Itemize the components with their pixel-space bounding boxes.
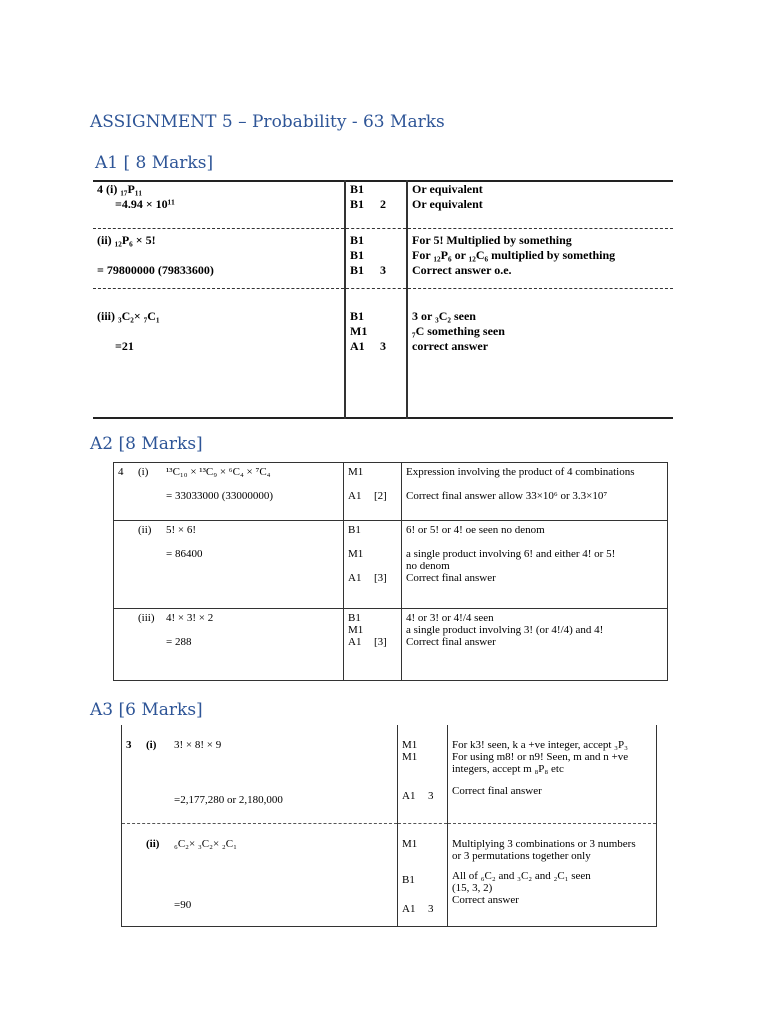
page-title: ASSIGNMENT 5 – Probability - 63 Marks	[90, 112, 445, 132]
question-cell	[93, 181, 345, 228]
a1-heading: A1 [ 8 Marks]	[95, 153, 214, 173]
question-line: ₆C₂× ₃C₂× ₂C₁	[174, 837, 237, 850]
mark-code: A1	[350, 338, 365, 353]
note-line: no denom	[406, 560, 450, 572]
note-line: or 3 permutations together only	[452, 849, 591, 862]
table-row	[93, 181, 673, 228]
table-row	[122, 725, 657, 823]
table-row	[122, 823, 657, 926]
notes-cell	[448, 823, 657, 926]
mark-code: B1	[350, 308, 365, 323]
question-part: (i)	[146, 739, 157, 751]
question-line: = 86400	[166, 548, 203, 560]
question-line: 4 (i) ₁₇P₁₁	[97, 182, 143, 196]
table-row	[114, 609, 668, 681]
notes-cell	[407, 288, 673, 418]
notes-cell	[402, 521, 668, 609]
note-line: For 5! Multiplied by something	[412, 232, 572, 247]
mark-code: M1	[348, 466, 364, 478]
note-line: ₇C something seen	[412, 323, 505, 338]
mark-total: 3	[380, 262, 386, 277]
marks-cell	[344, 463, 402, 521]
mark-code: B1	[350, 232, 365, 247]
mark-code: B1	[350, 262, 365, 277]
mark-code: M1	[350, 323, 368, 338]
note-line: a single product involving 3! (or 4!/4) and 4!	[406, 624, 604, 636]
question-line: =2,177,280 or 2,180,000	[174, 794, 283, 806]
note-line: Correct answer	[452, 893, 519, 906]
mark-total: 3	[428, 902, 434, 915]
question-line: = 288	[166, 636, 192, 648]
note-line: Multiplying 3 combinations or 3 numbers	[452, 837, 636, 850]
note-line: a single product involving 6! and either 4! or 5!	[406, 548, 616, 560]
table-row	[114, 521, 668, 609]
note-line: Correct final answer	[406, 572, 496, 584]
note-line: Correct final answer allow 33×10⁶ or 3.3×10⁷	[406, 490, 608, 502]
question-line	[97, 248, 340, 263]
table-row	[114, 463, 668, 521]
note-line: 6! or 5! or 4! oe seen no denom	[406, 524, 545, 536]
question-line: (ii) ₁₂P₆ × 5!	[97, 232, 156, 247]
mark-code: B1	[348, 524, 361, 536]
question-line: 4! × 3! × 2	[166, 612, 214, 624]
note-line: (15, 3, 2)	[452, 881, 493, 894]
marks-cell	[398, 823, 448, 926]
mark-code: B1	[402, 874, 415, 886]
mark-code: M1	[402, 739, 418, 751]
question-line	[118, 478, 339, 490]
note-line: All of ₆C₂ and ₃C₂ and ₂C₁ seen	[452, 869, 591, 882]
note-line: Correct final answer	[452, 785, 542, 797]
mark-total: [3]	[374, 572, 387, 584]
question-cell	[122, 823, 398, 926]
question-line: =90	[174, 899, 192, 911]
note-line: For ₁₂P₆ or ₁₂C₆ multiplied by something	[412, 247, 616, 262]
note-line: Correct answer o.e.	[412, 262, 512, 277]
mark-code: A1	[348, 490, 362, 502]
question-cell	[114, 609, 344, 681]
notes-cell	[407, 228, 673, 288]
a2-markscheme-table	[113, 462, 668, 681]
question-line: =4.94 × 10¹¹	[115, 197, 175, 211]
question-line: 5! × 6!	[166, 524, 197, 536]
question-line: (iii) ₃C₂× ₇C₁	[97, 308, 160, 323]
question-cell	[114, 463, 344, 521]
mark-total: [2]	[374, 490, 387, 502]
table-row	[93, 228, 673, 288]
question-line: = 79800000 (79833600)	[97, 262, 214, 277]
notes-cell	[407, 181, 673, 228]
a1-markscheme-table	[93, 180, 673, 419]
mark-code: M1	[402, 751, 418, 763]
question-line: 3! × 8! × 9	[174, 739, 222, 751]
mark-code: A1	[402, 902, 416, 915]
question-line: ¹³C₁₀ × ¹³C₉ × ⁶C₄ × ⁷C₄	[166, 466, 271, 478]
note-line: Or equivalent	[412, 182, 483, 196]
question-part: (i)	[138, 466, 149, 478]
mark-code: M1	[348, 624, 364, 636]
note-line: For using m8! or n9! Seen, m and n +ve	[452, 751, 629, 763]
mark-code: A1	[348, 572, 362, 584]
mark-total: 3	[428, 789, 434, 802]
question-part: (ii)	[146, 837, 160, 850]
question-part: (ii)	[138, 524, 152, 536]
question-cell	[114, 521, 344, 609]
question-line: =21	[115, 338, 134, 353]
question-cell	[93, 288, 345, 418]
mark-code: A1	[348, 636, 362, 648]
marks-cell	[345, 288, 407, 418]
a2-heading: A2 [8 Marks]	[90, 434, 203, 454]
note-line: For k3! seen, k a +ve integer, accept ₃P₃	[452, 739, 628, 751]
question-cell	[93, 228, 345, 288]
question-line: = 33033000 (33000000)	[166, 490, 274, 502]
note-line: Expression involving the product of 4 combinations	[406, 466, 635, 478]
question-part: (iii)	[138, 612, 155, 624]
mark-code: B1	[350, 197, 365, 211]
mark-total: [3]	[374, 636, 387, 648]
mark-total: 2	[380, 197, 386, 211]
note-line: 3 or ₃C₂ seen	[412, 308, 476, 323]
note-line: correct answer	[412, 338, 489, 353]
a3-heading: A3 [6 Marks]	[90, 700, 203, 720]
notes-cell	[448, 725, 657, 823]
notes-cell	[402, 463, 668, 521]
table-row	[93, 288, 673, 418]
question-line	[97, 324, 340, 339]
question-number: 3	[126, 739, 132, 751]
mark-total: 3	[380, 338, 386, 353]
marks-cell	[344, 609, 402, 681]
marks-cell	[398, 725, 448, 823]
notes-cell	[402, 609, 668, 681]
marks-cell	[344, 521, 402, 609]
question-number: 4	[118, 466, 124, 478]
note-line: Correct final answer	[406, 636, 496, 648]
mark-code: M1	[348, 548, 364, 560]
note-line: Or equivalent	[412, 197, 483, 211]
mark-code: A1	[402, 789, 416, 802]
mark-code: B1	[348, 612, 361, 624]
marks-cell	[345, 228, 407, 288]
marks-cell	[345, 181, 407, 228]
note-line: integers, accept m ₈P₈ etc	[452, 763, 564, 775]
question-cell	[122, 725, 398, 823]
mark-code: B1	[350, 182, 365, 196]
mark-code: B1	[350, 247, 365, 262]
note-line: 4! or 3! or 4!/4 seen	[406, 612, 494, 624]
a3-markscheme-table	[121, 725, 657, 927]
mark-code: M1	[402, 837, 418, 850]
